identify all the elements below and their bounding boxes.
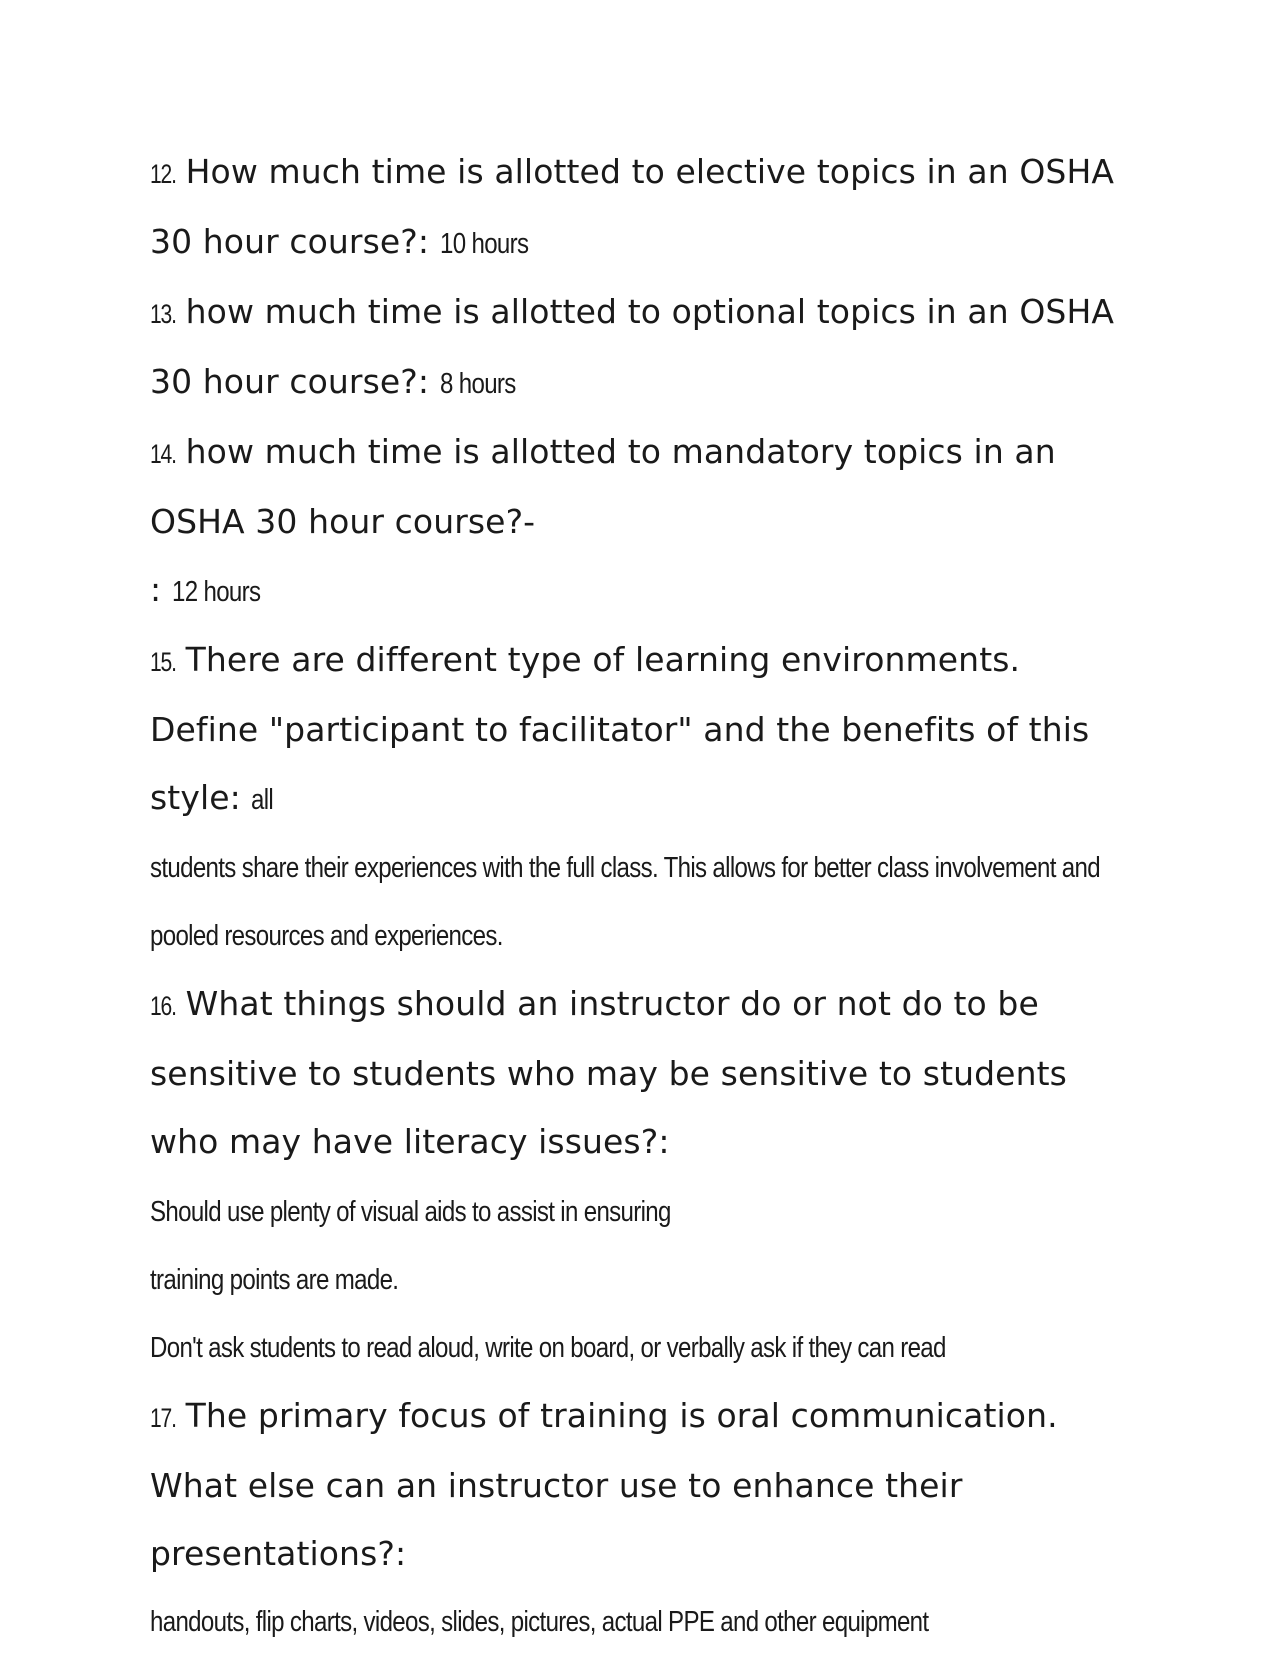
question-text: There are different type of learning environments. Define "participant to facilitator" and the benefits of this style: [150, 640, 1090, 817]
qa-item-12 [150, 138, 1130, 278]
question-12 [150, 138, 1130, 278]
question-16 [150, 970, 1130, 1246]
question-number: 15. [150, 647, 176, 677]
question-14 [150, 418, 1130, 556]
answer-text: Should use plenty of visual aids to assist in ensuring [150, 1196, 671, 1228]
answer-text: 8 hours [439, 368, 516, 400]
answer-line: training points are made. [150, 1264, 399, 1296]
qa-item-16 [150, 970, 1130, 1382]
question-text: how much time is allotted to optional topics in an OSHA 30 hour course?: [150, 292, 1115, 401]
question-text: how much time is allotted to mandatory topics in an OSHA 30 hour course?- [150, 432, 1056, 541]
answer-line: pooled resources and experiences. [150, 920, 503, 952]
answer-line: students share their experiences with the full class. This allows for better class involvement and [150, 852, 1100, 884]
answer-text: all [251, 784, 274, 816]
question-number: 13. [150, 299, 176, 329]
answer-line: handouts, flip charts, videos, slides, pictures, actual PPE and other equipment [150, 1606, 929, 1638]
qa-item-15 [150, 626, 1130, 970]
question-number: 17. [150, 1403, 176, 1433]
question-17 [150, 1382, 1130, 1588]
question-text: How much time is allotted to elective topics in an OSHA 30 hour course?: [150, 152, 1115, 261]
question-number: 16. [150, 991, 176, 1021]
question-number: 12. [150, 159, 176, 189]
question-13 [150, 278, 1130, 418]
question-text: The primary focus of training is oral communication. What else can an instructor use to enhance their presentations?: [150, 1396, 1058, 1573]
question-15 [150, 626, 1130, 834]
answer-colon: : [150, 570, 162, 609]
answer-line-14 [150, 556, 1130, 626]
qa-item-14 [150, 418, 1130, 626]
document-page [150, 138, 1130, 1656]
answer-text: 10 hours [439, 228, 529, 260]
question-text: What things should an instructor do or not do to be sensitive to students who may be sensitive to students who may have literacy issues?: [150, 984, 1067, 1161]
qa-item-17 [150, 1382, 1130, 1656]
question-number: 14. [150, 439, 176, 469]
answer-line: Don't ask students to read aloud, write on board, or verbally ask if they can read [150, 1332, 946, 1364]
qa-item-13 [150, 278, 1130, 418]
answer-text: 12 hours [171, 576, 260, 608]
